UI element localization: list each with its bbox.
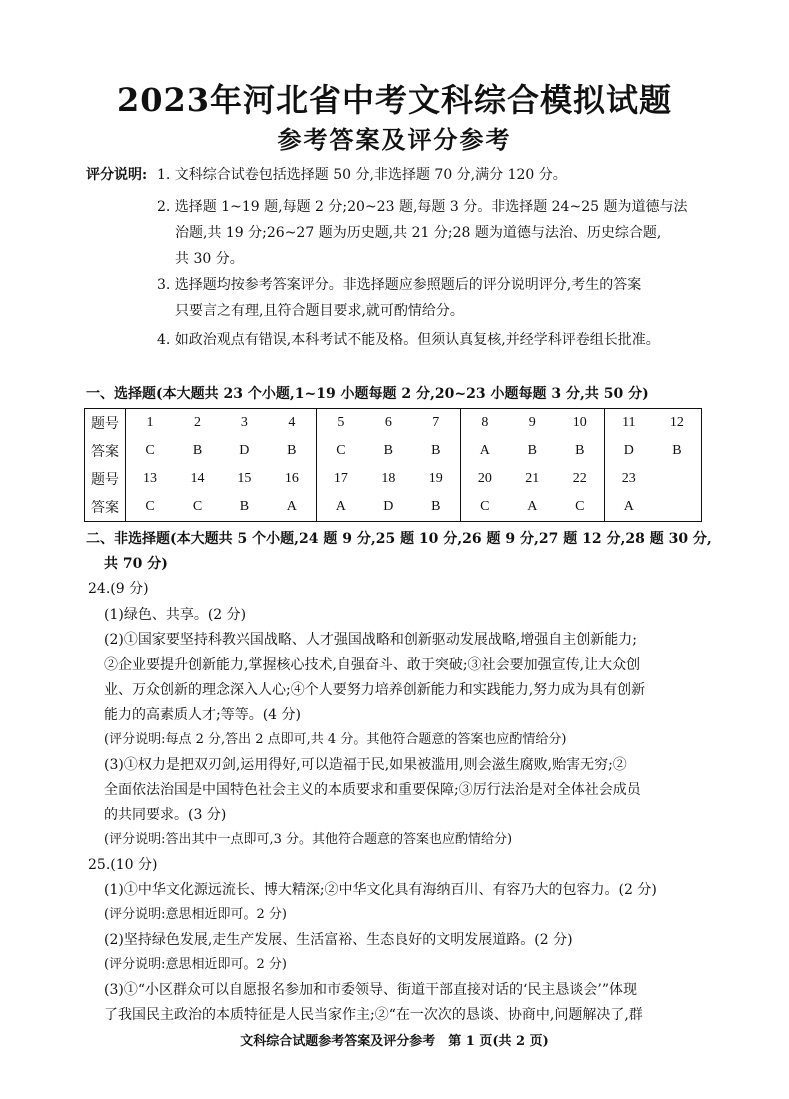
table-cell: A bbox=[604, 493, 653, 522]
table-row bbox=[85, 493, 702, 522]
table-row-label: 题号 bbox=[91, 416, 119, 432]
table-cell: A bbox=[316, 493, 365, 522]
table-cell: 12 bbox=[669, 415, 684, 430]
table-cell: 20 bbox=[460, 465, 509, 493]
table-cell: 6 bbox=[384, 415, 392, 430]
table-cell: 3 bbox=[240, 415, 248, 430]
table-cell: B bbox=[672, 443, 682, 458]
table-cell bbox=[653, 465, 702, 493]
table-cell: B bbox=[192, 443, 203, 458]
scoring-note-line: 2. 选择题 1~19 题,每题 2 分;20~23 题,每题 3 分。非选择题 24~25 题为道德与法 bbox=[157, 199, 688, 215]
answer-text: 全面依法治国是中国特色社会主义的本质要求和重要保障;③厉行法治是对全体社会成员 bbox=[104, 782, 641, 798]
table-cell: B bbox=[575, 443, 585, 458]
table-cell: 9 bbox=[528, 415, 536, 430]
table-row bbox=[85, 409, 702, 438]
answer-text: (3)①“小区群众可以自愿报名参加和市委领导、街道干部直接对话的‘民主恳谈会’”体现 bbox=[104, 982, 638, 998]
section-nonchoice-heading-cont: 共 70 分) bbox=[104, 556, 168, 572]
answer-text: 的共同要求。(3 分) bbox=[104, 807, 227, 823]
answer-text: 业、万众创新的理念深入人心;④个人要努力培养创新能力和实践能力,努力成为具有创新 bbox=[104, 682, 646, 698]
table-cell: D bbox=[239, 443, 250, 458]
scoring-note: (评分说明:意思相近即可。2 分) bbox=[104, 957, 287, 972]
table-cell: B bbox=[287, 443, 297, 458]
table-cell: C bbox=[575, 499, 585, 514]
page-subtitle: 参考答案及评分参考 bbox=[277, 125, 512, 154]
table-cell: D bbox=[383, 499, 394, 514]
page-title: 2023年河北省中考文科综合模拟试题 bbox=[116, 81, 673, 119]
table-cell: A bbox=[460, 437, 509, 465]
table-cell: 18 bbox=[381, 471, 396, 486]
table-cell: B bbox=[431, 499, 441, 514]
scoring-note: (评分说明:答出其中一点即可,3 分。其他符合题意的答案也应酌情给分) bbox=[104, 832, 513, 847]
table-row-label: 题号 bbox=[91, 472, 119, 488]
answer-text: 能力的高素质人才;等等。(4 分) bbox=[104, 707, 301, 723]
answer-text: (1)绿色、共享。(2 分) bbox=[104, 607, 247, 623]
table-cell: 5 bbox=[316, 409, 365, 438]
table-cell: 17 bbox=[316, 465, 365, 493]
table-cell: 13 bbox=[126, 465, 175, 493]
table-cell: B bbox=[527, 443, 537, 458]
answer-text: (1)①中华文化源远流长、博大精深;②中华文化具有海纳百川、有容乃大的包容力。(2 分) bbox=[104, 882, 657, 898]
table-cell: 8 bbox=[460, 409, 509, 438]
table-cell: 19 bbox=[428, 471, 443, 486]
answer-text: (2)①国家要坚持科教兴国战略、人才强国战略和创新驱动发展战略,增强自主创新能力; bbox=[104, 632, 637, 648]
table-cell: D bbox=[604, 437, 653, 465]
table-cell: C bbox=[126, 493, 175, 522]
answer-text: 了我国民主政治的本质特征是人民当家作主;②“在一次次的恳谈、协商中,问题解决了,群 bbox=[104, 1007, 643, 1023]
table-cell: B bbox=[383, 443, 393, 458]
scoring-note-line: 4. 如政治观点有错误,本科考试不能及格。但须认真复核,并经学科评卷组长批准。 bbox=[157, 332, 660, 348]
table-cell: 1 bbox=[126, 409, 175, 438]
section-nonchoice-heading: 二、非选择题(本大题共 5 个小题,24 题 9 分,25 题 10 分,26 题 9 分,27 题 12 分,28 题 30 分, bbox=[86, 531, 712, 547]
answer-text: ②企业要提升创新能力,掌握核心技术,自强奋斗、敢于突破;③社会要加强宣传,让大众创 bbox=[104, 657, 641, 673]
table-cell: 7 bbox=[432, 415, 440, 430]
table-cell: 2 bbox=[193, 415, 201, 430]
table-cell: 10 bbox=[572, 415, 587, 430]
scoring-notes-label: 评分说明: bbox=[86, 167, 148, 183]
table-cell: 4 bbox=[288, 415, 296, 430]
choice-answer-table bbox=[84, 408, 702, 522]
section-choice-heading: 一、选择题(本大题共 23 个小题,1~19 小题每题 2 分,20~23 小题每题 3 分,共 50 分) bbox=[86, 386, 649, 402]
question-24-label: 24.(9 分) bbox=[88, 581, 149, 597]
answer-text: (3)①权力是把双刃剑,运用得好,可以造福于民,如果被滥用,则会滋生腐败,贻害无穷;② bbox=[104, 757, 627, 773]
scoring-note-line: 3. 选择题均按参考答案评分。非选择题应参照题后的评分说明评分,考生的答案 bbox=[157, 277, 642, 293]
table-cell: 15 bbox=[237, 471, 252, 486]
page-footer: 文科综合试题参考答案及评分参考 第 1 页(共 2 页) bbox=[240, 1034, 549, 1049]
table-cell: C bbox=[460, 493, 509, 522]
table-cell: C bbox=[126, 437, 175, 465]
table-cell: 22 bbox=[572, 471, 587, 486]
table-row bbox=[85, 437, 702, 465]
table-cell bbox=[653, 493, 702, 522]
scoring-note: (评分说明:每点 2 分,答出 2 点即可,共 4 分。其他符合题意的答案也应酌情给分) bbox=[104, 732, 567, 747]
table-cell: A bbox=[286, 499, 297, 514]
table-cell: A bbox=[527, 499, 538, 514]
table-row-label: 答案 bbox=[91, 444, 119, 460]
question-25-label: 25.(10 分) bbox=[88, 857, 158, 873]
table-cell: 16 bbox=[284, 471, 299, 486]
table-cell: 11 bbox=[604, 409, 653, 438]
table-cell: 14 bbox=[190, 471, 205, 486]
table-cell: C bbox=[192, 499, 203, 514]
scoring-note-line: 只要言之有理,且符合题目要求,就可酌情给分。 bbox=[175, 303, 464, 319]
table-cell: C bbox=[316, 437, 365, 465]
table-row bbox=[85, 465, 702, 493]
table-cell: B bbox=[239, 499, 250, 514]
table-cell: B bbox=[431, 443, 441, 458]
answer-text: (2)坚持绿色发展,走生产发展、生活富裕、生态良好的文明发展道路。(2 分) bbox=[104, 932, 573, 948]
table-cell: 21 bbox=[525, 471, 540, 486]
scoring-note-line: 治题,共 19 分;26~27 题为历史题,共 21 分;28 题为道德与法治、历史综合题, bbox=[175, 225, 662, 241]
scoring-note: (评分说明:意思相近即可。2 分) bbox=[104, 907, 287, 922]
scoring-note-line: 共 30 分。 bbox=[175, 251, 244, 267]
table-cell: 23 bbox=[604, 465, 653, 493]
table-row-label: 答案 bbox=[91, 500, 119, 516]
scoring-note-line: 1. 文科综合试卷包括选择题 50 分,非选择题 70 分,满分 120 分。 bbox=[157, 167, 567, 183]
